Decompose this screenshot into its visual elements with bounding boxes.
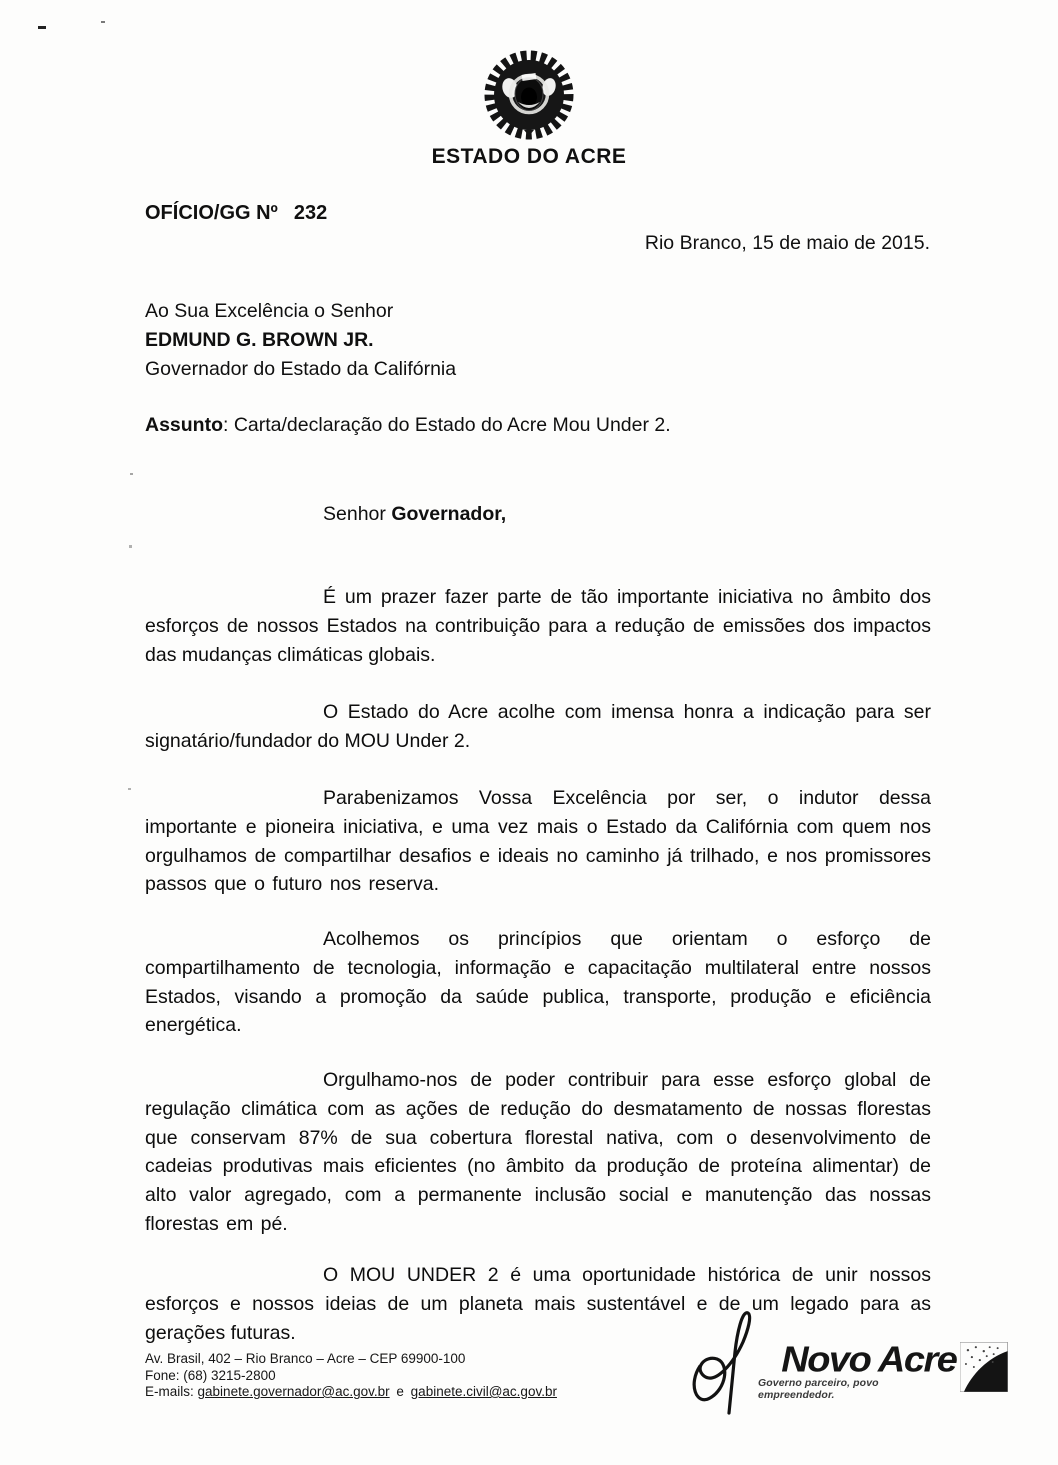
scan-speck	[128, 788, 131, 790]
footer-emails	[145, 1384, 745, 1401]
subject-line	[145, 414, 930, 437]
scan-speck	[129, 545, 132, 548]
acre-coat-of-arms-icon	[477, 50, 581, 144]
recipient-salutation: Ao Sua Excelência o Senhor	[145, 300, 394, 322]
reference-line	[145, 202, 327, 225]
footer-address: Av. Brasil, 402 – Rio Branco – Acre – CEP 69900-100	[145, 1351, 466, 1366]
novo-acre-wordmark: Novo Acre	[781, 1340, 957, 1380]
scan-speck	[38, 26, 46, 29]
body-paragraph-3: Parabenizamos Vossa Excelência por ser, o indutor dessa importante e pioneira iniciativa, e uma vez mais o Estado da Califórnia com quem nos orgulhamos de compartilhar desafios e ideais no caminho já trilhado, e nos promissores passos que o futuro nos reserva.	[145, 787, 931, 896]
recipient-name: EDMUND G. BROWN JR.	[145, 329, 374, 351]
body-paragraph-6: O MOU UNDER 2 é uma oportunidade histórica de unir nossos esforços e nossos ideias de um planeta mais sustentável e de um legado para as gerações futuras.	[145, 1264, 931, 1344]
emails-separator: e	[396, 1384, 404, 1399]
footer-contact-block	[145, 1351, 745, 1401]
salutation-emphasis: Governador,	[391, 503, 507, 525]
recipient-title: Governador do Estado da Califórnia	[145, 358, 457, 380]
body-paragraph-4: Acolhemos os princípios que orientam o esforço de compartilhamento de tecnologia, informação e capacitação multilateral entre nossos Estados, visando a promoção da saúde publica, transporte, produção e eficiência energética.	[145, 928, 931, 1037]
novo-acre-tagline: Governo parceiro, povo empreendedor.	[758, 1377, 879, 1401]
novo-acre-emblem-icon	[960, 1342, 1008, 1392]
reference-number: 232	[293, 202, 328, 224]
reference-label: OFÍCIO/GG Nº	[145, 202, 278, 224]
body-paragraph-5: Orgulhamo-nos de poder contribuir para esse esforço global de regulação climática com as ações de redução do desmatamento de nossas florestas que conservam 87% de sua cobertura florestal nativa, com o desenvolvimento de cadeias produtivas mais eficientes (no âmbito da produção de proteína alimentar) de alto valor agregado, com a permanente inclusão social e manutenção das nossas florestas em pé.	[145, 1069, 931, 1235]
footer-phone: Fone: (68) 3215-2800	[145, 1367, 276, 1383]
dateline: Rio Branco, 15 de maio de 2015.	[644, 232, 930, 254]
subject-text: : Carta/declaração do Estado do Acre Mou Under 2.	[223, 414, 671, 436]
email-link-civil[interactable]: gabinete.civil@ac.gov.br	[410, 1384, 557, 1399]
body-paragraph-1: É um prazer fazer parte de tão importante iniciativa no âmbito dos esforços de nossos Estados na contribuição para a redução de emissões dos impactos das mudanças climáticas globais.	[145, 586, 931, 666]
state-name-title: ESTADO DO ACRE	[431, 145, 627, 168]
salutation-prefix: Senhor	[323, 503, 392, 525]
subject-label: Assunto	[145, 414, 223, 436]
letterhead	[0, 50, 1058, 169]
letter-salutation	[145, 503, 930, 526]
emails-label: E-mails:	[145, 1384, 194, 1399]
email-link-governador[interactable]: gabinete.governador@ac.gov.br	[197, 1384, 390, 1399]
body-paragraph-2: O Estado do Acre acolhe com imensa honra a indicação para ser signatário/fundador do MOU Under 2.	[145, 701, 931, 752]
scan-speck	[101, 21, 105, 23]
recipient-block	[145, 297, 930, 384]
scan-speck	[130, 473, 133, 475]
novo-acre-logo	[758, 1340, 1008, 1401]
